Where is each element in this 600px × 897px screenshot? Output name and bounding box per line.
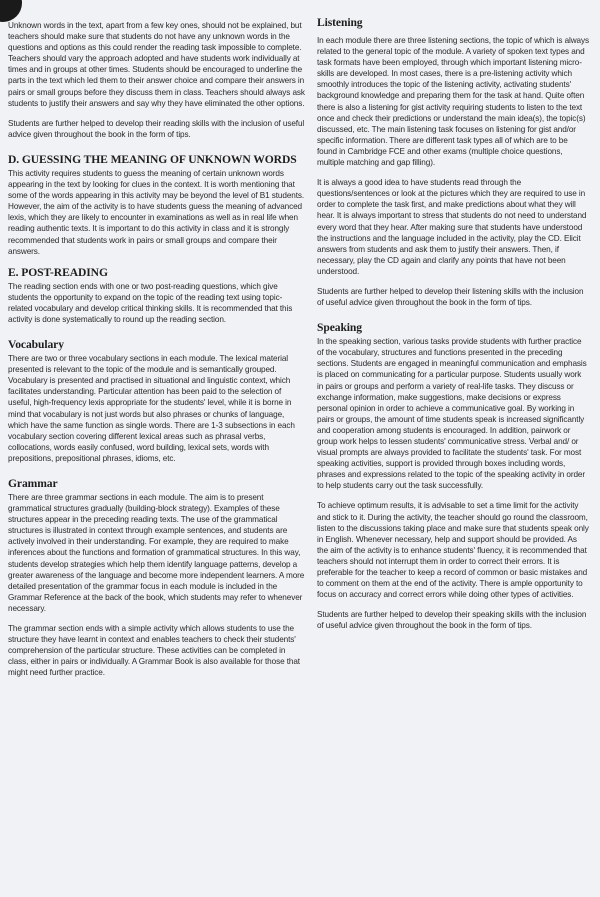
vocabulary-heading: Vocabulary <box>8 338 64 352</box>
listening-text-3: Students are further helped to develop their listening skills with the inclusion of useful advice given throughout the book in the form of tips. <box>317 286 584 308</box>
right-column <box>317 16 589 641</box>
vocabulary-text: There are two or three vocabulary sections in each module. The lexical material presented is relevant to the topic of the module and is semantically grouped. Vocabulary is presented and practised in situational and linguistic context, which facilitates understanding. Particular attention has been paid to the selection of useful, high-frequency lexis appropriate for the students' level, while it is borne in mind that vocabulary is not just words but also phrases or chunks of language, which have the same function as single words. There are 1-3 subsections in each vocabulary section covering different lexical areas such as phrasal verbs, collocations, words easily confused, word building, lexical sets, words with prepositions, prepositional phrases, idioms, etc. <box>8 354 295 463</box>
listening-text-2: It is always a good idea to have students read through the questions/sentences or look at the pictures which they are required to use in order to complete the task first, and make predictions about what they will hear. It is always important to stress that students do not need to understand every word that they hear. After making sure that students have understood the instructions and the language included in the activity, play the CD. Elicit answers from students and ask them to justify their answers. Then, if necessary, play the CD again and clarify any points that have not been understood. <box>317 178 587 276</box>
reading-paragraph-1: Unknown words in the text, apart from a few key ones, should not be explained, but teachers should make sure that students do not have any unknown words in the questions and options as this could render the reading task impossible to complete. Teachers should vary the approach adopted and have students work individually at times and in groups at other times. Students should be encouraged to underline the parts in the text which led them to their answer choice and compare their answers in pairs or small groups before they discuss them in class. Teachers should always ask students to justify their answers and say why they have eliminated the other options. <box>8 21 305 108</box>
section-d-heading: D. GUESSING THE MEANING OF UNKNOWN WORDS <box>8 152 297 166</box>
speaking-text-2: To achieve optimum results, it is advisable to set a time limit for the activity and stick to it. During the activity, the teacher should go round the classroom, listen to the discussions taking place and make sure that students speak only in English. Whenever necessary, help and support should be provided. As the aim of the activity is to enhance students' fluency, it is recommended that teachers should not interrupt them in order to correct their errors. It is preferable for the teacher to keep a record of common or basic mistakes and to comment on them at the end of the activity. There is ample opportunity to focus on accuracy and correct errors while doing other types of activities. <box>317 501 589 600</box>
grammar-text-2: The grammar section ends with a simple activity which allows students to use the structure they have learnt in context and enables teachers to check their students' comprehension of the particular structure. These activities can be completed in class, either in pairs or individually. A Grammar Book is also available for those that might need further practice. <box>8 624 300 678</box>
section-d-text: This activity requires students to guess the meaning of certain unknown words appearing in the text by looking for clues in the context. It is worth mentioning that some of the words appearing in this activity may be beyond the level of B1 students. However, the aim of the activity is to have students guess the meaning of advanced lexis, which they are likely to encounter in examinations as well as in real life when reading authentic texts. It is important to do this activity in class and it is strongly recommended that students work in pairs or small groups and compare their answers. <box>8 168 305 256</box>
reading-tips-paragraph: Students are further helped to develop their reading skills with the inclusion of useful advice given throughout the book in the form of tips. <box>8 118 305 139</box>
speaking-text-3: Students are further helped to develop their speaking skills with the inclusion of useful advice given throughout the book in the form of tips. <box>317 610 587 631</box>
left-column <box>8 20 305 688</box>
grammar-text-1: There are three grammar sections in each module. The aim is to present grammatical structures gradually (building-block strategy). Examples of these structures appear in the preceding reading texts. The use of the grammatical structures is illustrated in context through example sentences, and students are actively involved in their understanding. For example, they are required to make inferences about the functions and formation of grammatical structures. In this way, students develop strategies which help them identify language patterns, develop a greater awareness of the language and become more independent learners. A more detailed presentation of the grammar focus in each module is included in the Grammar Reference at the back of the book, which students may refer to whenever necessary. <box>8 493 305 613</box>
grammar-heading: Grammar <box>8 477 58 490</box>
speaking-text-1: In the speaking section, various tasks provide students with further practice of the vocabulary, structures and functions presented in the preceding sections. Students are engaged in meaningful communication and emphasis is placed on communicating for a particular purpose. Students usually work in pairs or groups and perform a variety of real-life tasks. They discuss or exchange information, make suggestions, make decisions or express personal opinion in order to achieve a communicative goal. By working in pairs or groups, the amount of time students speak is increased significantly and cooperation among students is encouraged. In addition, pairwork or group work helps to lessen students' communicative stress. Verbal and/ or visual prompts are always provided to facilitate the students' task. For most speaking activities, support is provided through boxes including words, phrases and expressions related to the topic of the speaking activity in order to help students carry out the task successfully. <box>317 337 587 491</box>
page-corner-mark <box>0 0 22 22</box>
speaking-heading: Speaking <box>317 321 362 335</box>
section-e-heading: E. POST-READING <box>8 265 108 279</box>
listening-text-1: In each module there are three listening sections, the topic of which is always related to the general topic of the module. A variety of spoken text types and task formats have been employed, through which important listening micro-skills are developed. In most cases, there is a pre-listening activity which smoothly introduces the topic of the listening activity, activating students' background knowledge and preparing them for the task at hand. Quite often there is also a listening for gist activity requiring students to listen to the text once and check their predictions or understand the main idea(s), the topic(s) discussed, etc. The main listening task focuses on listening for gist and/or specific information. There are different task types all of which are to be found in Cambridge FCE and other exams (multiple choice questions, multiple matching and gap filling). <box>317 36 589 168</box>
section-e-text: The reading section ends with one or two post-reading questions, which give students the opportunity to expand on the topic of the reading text using topic-related vocabulary and develop critical thinking skills. It is recommended that this activity is done systematically to round up the reading section. <box>8 281 293 324</box>
listening-heading: Listening <box>317 16 363 29</box>
